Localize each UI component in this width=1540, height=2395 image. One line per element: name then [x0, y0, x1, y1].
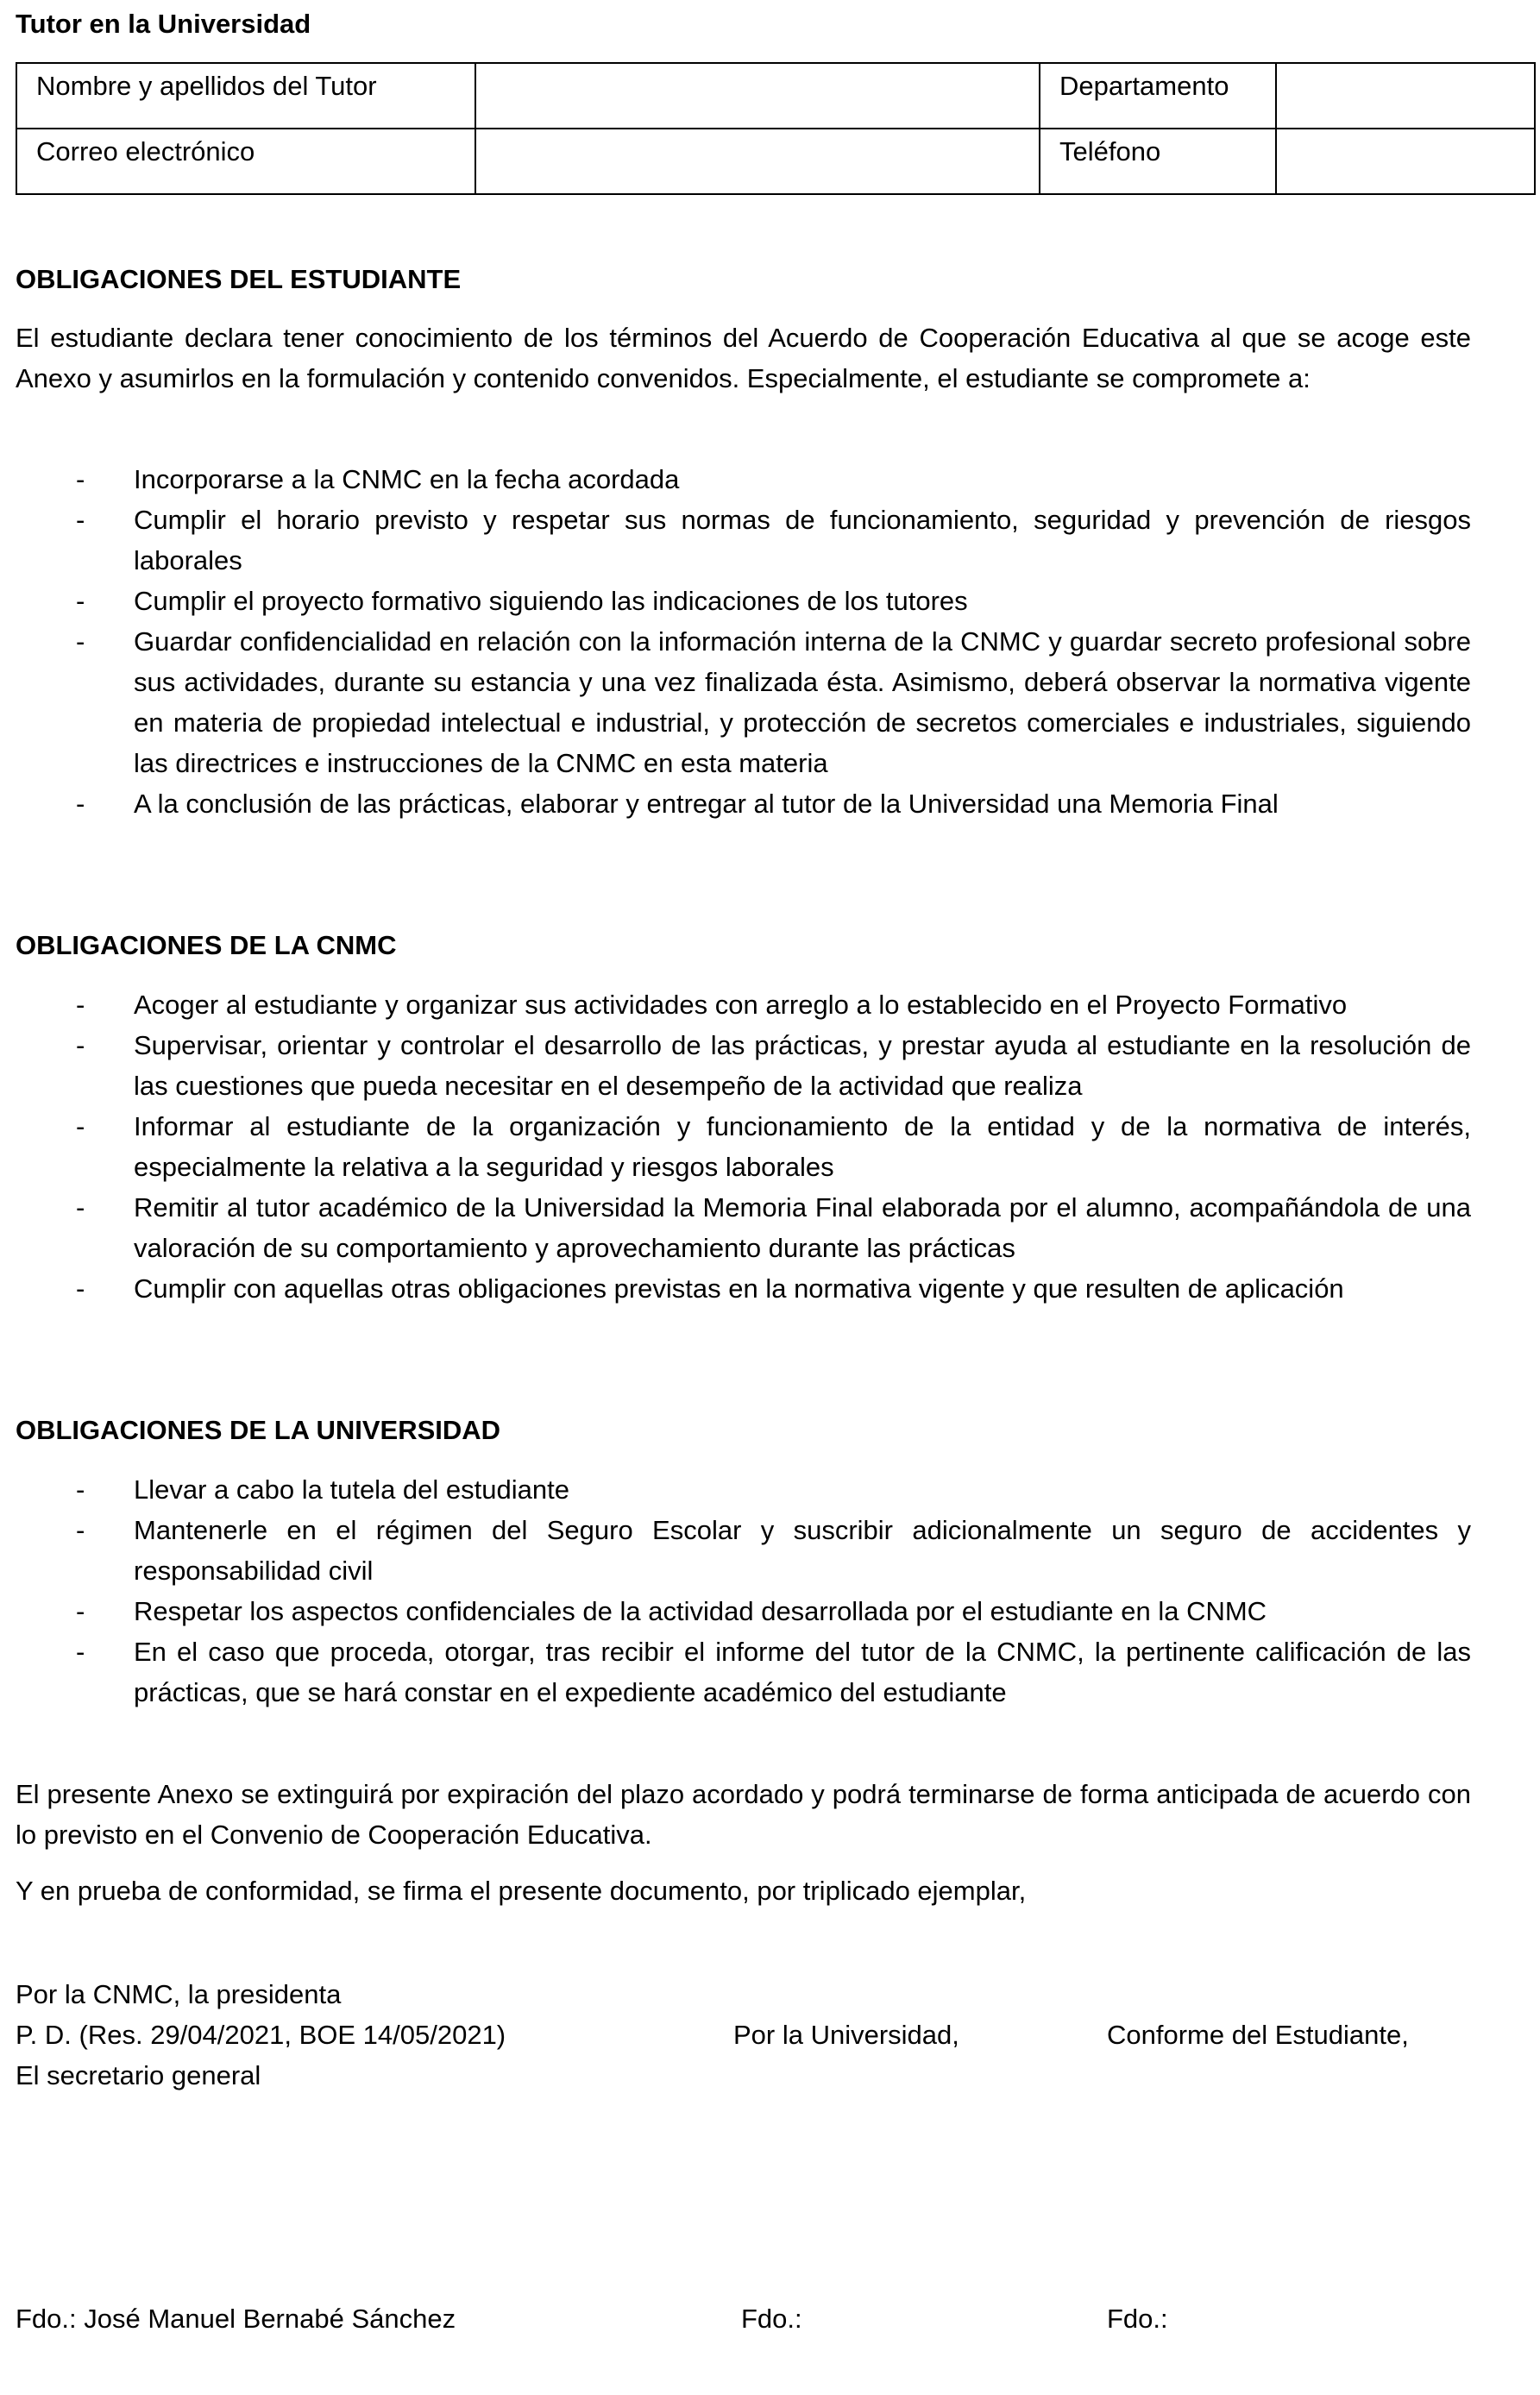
tutor-row-name [16, 63, 1535, 129]
conformity-statement: Y en prueba de conformidad, se firma el presente documento, por triplicado ejemplar, [16, 1876, 1027, 1906]
list-item: - Respetar los aspectos confidenciales de la actividad desarrollada por el estudiante en la CNMC [16, 1591, 1471, 1631]
university-obligations-list [16, 1469, 1471, 1713]
list-item: - Supervisar, orientar y controlar el desarrollo de las prácticas, y prestar ayuda al estudiante en la resolución de las cuestiones que pueda necesitar en el desempeño de la actividad que realiza [16, 1025, 1471, 1106]
university-signature-label: Por la Universidad, [733, 2020, 959, 2050]
list-item: - Guardar confidencialidad en relación con la información interna de la CNMC y guardar secreto profesional sobre sus actividades, durante su estancia y una vez finalizada ésta. Asimismo, deberá observar la normativa vigente en materia de propiedad intelectual e industrial, y protección de secretos comerciales e industriales, siguiendo las directrices e instrucciones de la CNMC en esta materia [16, 621, 1471, 783]
student-obligations-list [16, 459, 1471, 824]
student-obligations-intro: El estudiante declara tener conocimiento de los términos del Acuerdo de Cooperación Educativa al que se acoge este Anexo y asumirlos en la formulación y contenido convenidos. Especialmente, el estudiante se compromete a: [16, 323, 1471, 393]
email-field[interactable] [475, 129, 1040, 194]
extinction-clause: El presente Anexo se extinguirá por expiración del plazo acordado y podrá terminarse de forma anticipada de acuerdo con lo previsto en el Convenio de Cooperación Educativa. [16, 1779, 1471, 1850]
university-signed-by: Fdo.: [741, 2304, 802, 2334]
phone-label: Teléfono [1040, 129, 1276, 194]
list-item: - Incorporarse a la CNMC en la fecha acordada [16, 459, 1471, 500]
list-item: - Acoger al estudiante y organizar sus actividades con arreglo a lo establecido en el Proyecto Formativo [16, 984, 1471, 1025]
tutor-section-title: Tutor en la Universidad [16, 9, 311, 39]
cnmc-secretary: El secretario general [16, 2060, 261, 2090]
list-item: - Cumplir el horario previsto y respetar sus normas de funcionamiento, seguridad y prevención de riesgos laborales [16, 500, 1471, 581]
student-obligations-heading: OBLIGACIONES DEL ESTUDIANTE [16, 264, 462, 294]
tutor-info-table [16, 62, 1536, 195]
list-item: - Informar al estudiante de la organización y funcionamiento de la entidad y de la normativa de interés, especialmente la relativa a la seguridad y riesgos laborales [16, 1106, 1471, 1187]
cnmc-obligations-list [16, 984, 1471, 1309]
student-signature-label: Conforme del Estudiante, [1107, 2020, 1409, 2050]
department-label: Departamento [1040, 63, 1276, 129]
cnmc-signature-block [16, 1974, 506, 2096]
list-item: - Remitir al tutor académico de la Universidad la Memoria Final elaborada por el alumno, acompañándola de una valoración de su comportamiento y aprovechamiento durante las prácticas [16, 1187, 1471, 1268]
list-item: - Llevar a cabo la tutela del estudiante [16, 1469, 1471, 1510]
list-item: - A la conclusión de las prácticas, elaborar y entregar al tutor de la Universidad una Memoria Final [16, 783, 1471, 824]
student-signed-by: Fdo.: [1107, 2304, 1168, 2334]
email-label: Correo electrónico [16, 129, 475, 194]
list-item: - Mantenerle en el régimen del Seguro Escolar y suscribir adicionalmente un seguro de accidentes y responsabilidad civil [16, 1510, 1471, 1591]
phone-field[interactable] [1276, 129, 1535, 194]
department-field[interactable] [1276, 63, 1535, 129]
list-item: - Cumplir con aquellas otras obligaciones previstas en la normativa vigente y que resulten de aplicación [16, 1268, 1471, 1309]
tutor-name-field[interactable] [475, 63, 1040, 129]
university-obligations-heading: OBLIGACIONES DE LA UNIVERSIDAD [16, 1415, 501, 1445]
list-item: - Cumplir el proyecto formativo siguiendo las indicaciones de los tutores [16, 581, 1471, 621]
cnmc-obligations-heading: OBLIGACIONES DE LA CNMC [16, 930, 397, 960]
list-item: - En el caso que proceda, otorgar, tras recibir el informe del tutor de la CNMC, la pertinente calificación de las prácticas, que se hará constar en el expediente académico del estudiante [16, 1631, 1471, 1713]
cnmc-signed-by: Fdo.: José Manuel Bernabé Sánchez [16, 2304, 456, 2334]
tutor-row-contact [16, 129, 1535, 194]
cnmc-delegation: P. D. (Res. 29/04/2021, BOE 14/05/2021) [16, 2020, 506, 2050]
cnmc-signer-title: Por la CNMC, la presidenta [16, 1979, 342, 2009]
tutor-name-label: Nombre y apellidos del Tutor [16, 63, 475, 129]
